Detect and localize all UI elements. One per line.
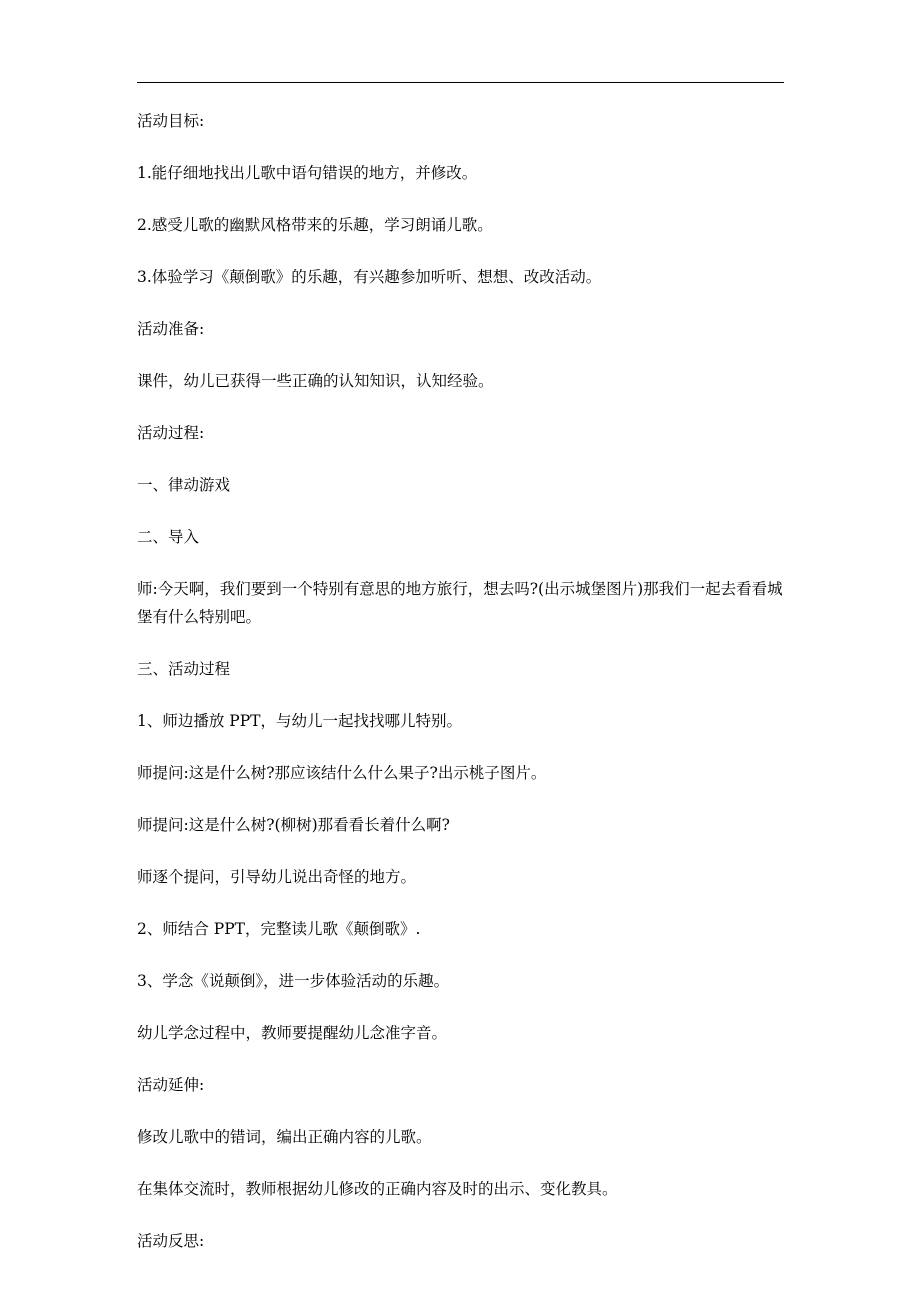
heading-reflection: 活动反思: (137, 1232, 205, 1250)
heading-preparation: 活动准备: (137, 320, 205, 338)
heading-process: 活动过程: (137, 424, 205, 442)
preparation-text: 课件，幼儿已获得一些正确的认知知识，认知经验。 (137, 372, 494, 390)
goal-item-3: 3.体验学习《颠倒歌》的乐趣，有兴趣参加听听、想想、改改活动。 (137, 268, 602, 286)
goal-item-2: 2.感受儿歌的幽默风格带来的乐趣，学习朗诵儿歌。 (137, 216, 493, 234)
process-step-3: 三、活动过程 (137, 660, 231, 678)
process-step-1: 一、律动游戏 (137, 476, 231, 494)
question-2: 师提问:这是什么树?(柳树)那看看长着什么啊? (137, 816, 450, 834)
goal-item-1: 1.能仔细地找出儿歌中语句错误的地方，并修改。 (137, 164, 478, 182)
question-guidance: 师逐个提问，引导幼儿说出奇怪的地方。 (137, 868, 417, 886)
activity-item-1: 1、师边播放 PPT，与幼儿一起找找哪儿特别。 (137, 712, 462, 730)
recitation-note: 幼儿学念过程中，教师要提醒幼儿念准字音。 (137, 1024, 448, 1042)
heading-extension: 活动延伸: (137, 1076, 205, 1094)
extension-text-2: 在集体交流时，教师根据幼儿修改的正确内容及时的出示、变化教具。 (137, 1180, 618, 1198)
process-step-2: 二、导入 (137, 528, 200, 546)
activity-item-2: 2、师结合 PPT，完整读儿歌《颠倒歌》. (137, 920, 421, 938)
intro-dialogue: 师:今天啊，我们要到一个特别有意思的地方旅行，想去吗?(出示城堡图片)那我们一起去看看城堡有什么特别吧。 (137, 580, 783, 626)
question-1: 师提问:这是什么树?那应该结什么什么果子?出示桃子图片。 (137, 764, 547, 782)
header-rule (137, 82, 784, 83)
document-body (137, 107, 785, 1255)
heading-goals: 活动目标: (137, 112, 205, 130)
extension-text-1: 修改儿歌中的错词，编出正确内容的儿歌。 (137, 1128, 432, 1146)
activity-item-3: 3、学念《说颠倒》，进一步体验活动的乐趣。 (137, 972, 450, 990)
